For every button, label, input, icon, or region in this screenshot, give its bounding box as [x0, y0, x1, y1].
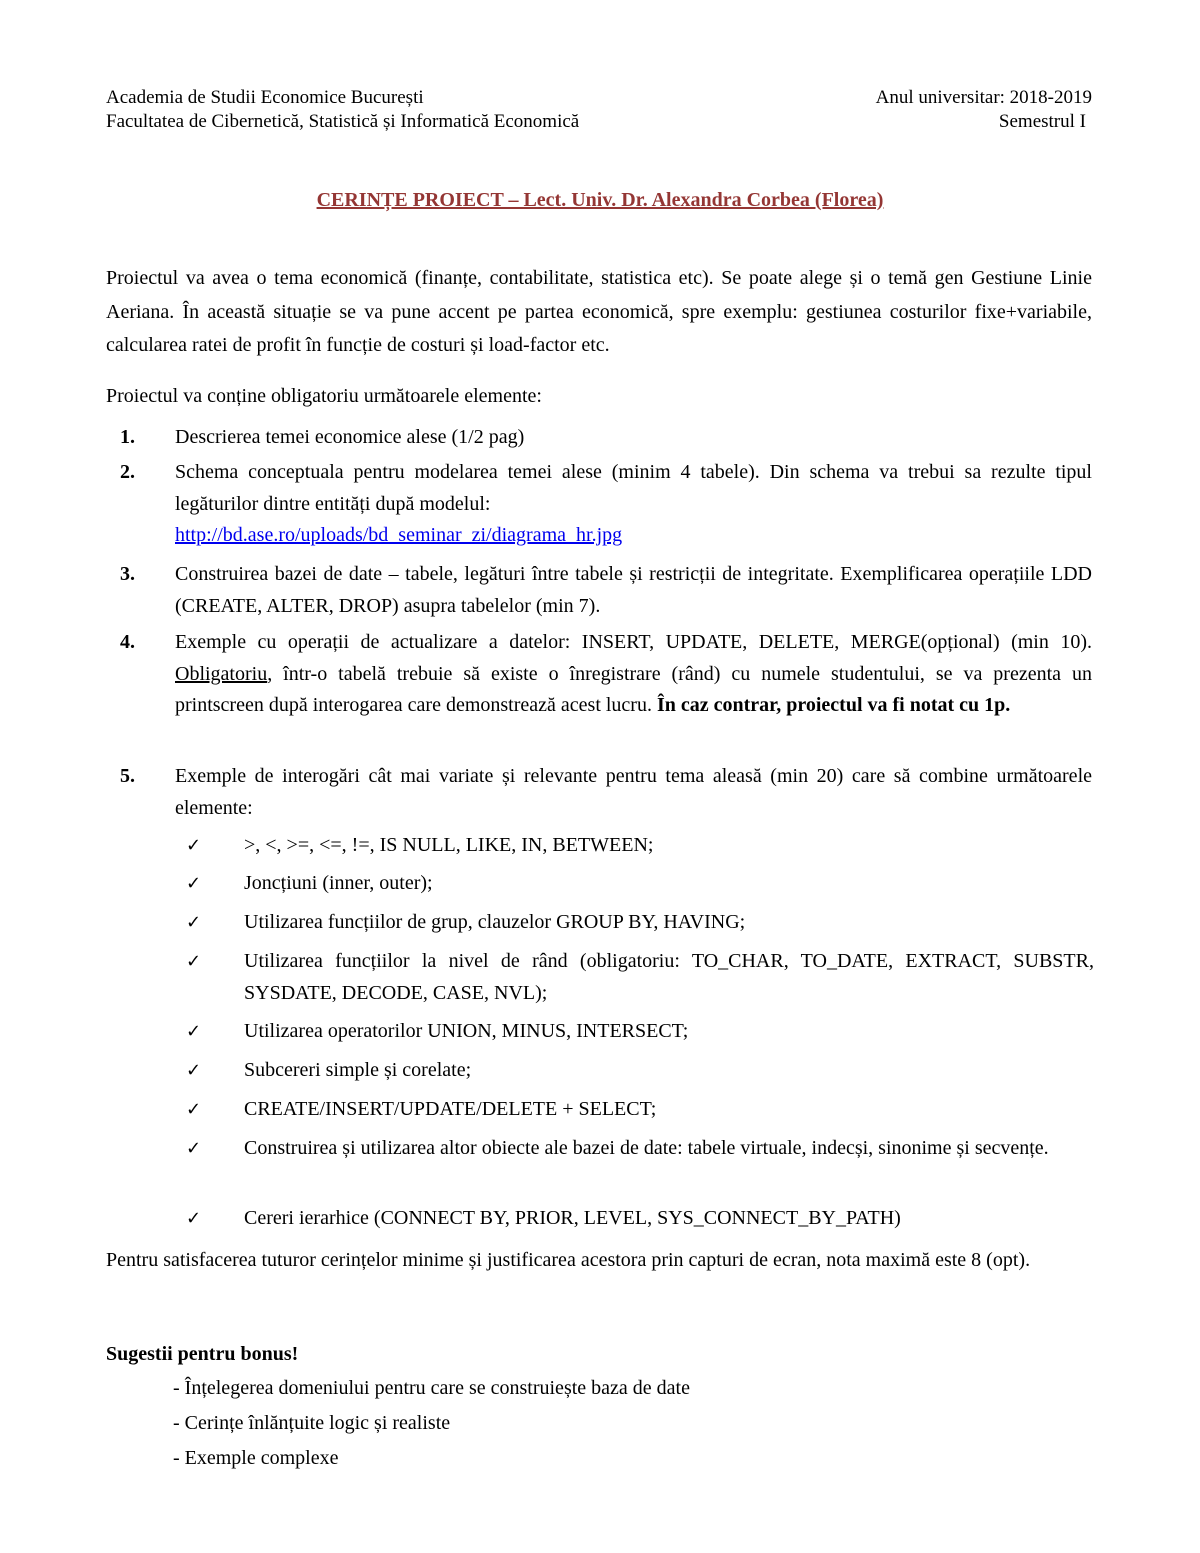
query-element-text: Utilizarea funcțiilor la nivel de rând (obligatoriu: TO_CHAR, TO_DATE, EXTRACT, SUBSTR, SYSDATE, DECODE, CASE, NVL); [244, 950, 1094, 1004]
item-text: Construirea bazei de date – tabele, legături între tabele și restricții de integritate. Exemplificarea operațiile LDD (CREATE, ALTER, DROP) asupra tabelelor (min 7). [175, 563, 1092, 617]
item-number: 5. [120, 765, 135, 787]
check-icon: ✓ [186, 951, 202, 972]
intro-paragraph: Proiectul va avea o tema economică (finanțe, contabilitate, statistica etc). Se poate alege și o temă gen Gestiune Linie Aeriana. În această situație se va pune accent pe partea economică, spre exemplu: gestiunea costurilor fixe+variabile, calcularea ratei de profit în funcție de costuri și load-factor etc. [106, 267, 1092, 356]
query-element-item [186, 946, 1094, 1009]
check-icon: ✓ [186, 1021, 202, 1042]
check-icon: ✓ [186, 1099, 202, 1120]
mandatory-label: Obligatoriu [175, 662, 268, 685]
item-text: Schema conceptuala pentru modelarea temei alese (minim 4 tabele). Din schema va trebui sa rezulte tipul legăturilor dintre entități după modelul: [175, 461, 1092, 515]
semester: Semestrul I [998, 111, 1086, 132]
query-element-text: Joncțiuni (inner, outer); [244, 872, 433, 894]
institution-name: Academia de Studii Economice București [106, 87, 424, 108]
check-icon: ✓ [186, 835, 202, 856]
item-text-continued: , într-o tabelă trebuie să existe o înregistrare (rând) cu numele studentului, se va prezenta un printscreen după interogarea care demonstrează acest lucru. [175, 662, 1092, 716]
list-lead: Proiectul va conține obligatoriu următoarele elemente: [106, 385, 542, 407]
requirement-item [106, 457, 1092, 552]
academic-year: Anul universitar: 2018-2019 [875, 87, 1092, 108]
check-icon: ✓ [186, 873, 202, 894]
item-text: Descrierea temei economice alese (1/2 pag) [175, 426, 525, 448]
requirement-item [106, 559, 1092, 622]
query-element-text: Utilizarea operatorilor UNION, MINUS, INTERSECT; [244, 1020, 689, 1042]
query-element-item [186, 830, 1094, 862]
query-element-item [186, 868, 1094, 900]
query-element-item [186, 1055, 1094, 1087]
closing-paragraph: Pentru satisfacerea tuturor cerințelor minime și justificarea acestora prin capturi de ecran, nota maximă este 8 (opt). [106, 1249, 1031, 1271]
query-element-item [186, 1203, 1094, 1235]
query-element-text: Construirea și utilizarea altor obiecte ale bazei de date: tabele virtuale, indecși, sinonime și secvențe. [244, 1137, 1049, 1159]
query-element-text: Utilizarea funcțiilor de grup, clauzelor GROUP BY, HAVING; [244, 911, 746, 933]
query-element-item [186, 1133, 1094, 1165]
bonus-item: - Exemple complexe [173, 1447, 339, 1469]
query-element-item [186, 1094, 1094, 1126]
check-icon: ✓ [186, 1208, 202, 1229]
item-text: Exemple de interogări cât mai variate și relevante pentru tema aleasă (min 20) care să combine următoarele elemente: [175, 765, 1092, 819]
query-element-text: Subcereri simple și corelate; [244, 1059, 472, 1081]
penalty-note: În caz contrar, proiectul va fi notat cu 1p. [656, 694, 1011, 716]
item-text: Exemple cu operații de actualizare a datelor: INSERT, UPDATE, DELETE, MERGE(opțional) (min 10). [175, 631, 1092, 653]
header-row-1 [106, 85, 1092, 110]
requirement-item [106, 761, 1092, 824]
bonus-title: Sugestii pentru bonus! [106, 1343, 299, 1365]
faculty-name: Facultatea de Cibernetică, Statistică și Informatică Economică [106, 111, 580, 132]
header-row-2 [106, 109, 1092, 134]
requirement-item [106, 627, 1092, 722]
bonus-item: - Cerințe înlănțuite logic și realiste [173, 1412, 451, 1434]
item-number: 2. [120, 461, 135, 483]
check-icon: ✓ [186, 912, 202, 933]
query-element-text: >, <, >=, <=, !=, IS NULL, LIKE, IN, BETWEEN; [244, 834, 654, 856]
query-element-text: Cereri ierarhice (CONNECT BY, PRIOR, LEVEL, SYS_CONNECT_BY_PATH) [244, 1207, 901, 1229]
item-number: 1. [120, 426, 135, 448]
query-element-item [186, 1016, 1094, 1048]
query-element-item [186, 907, 1094, 939]
page-title: CERINȚE PROIECT – Lect. Univ. Dr. Alexandra Corbea (Florea) [316, 189, 884, 211]
check-icon: ✓ [186, 1138, 202, 1159]
bonus-item: - Înțelegerea domeniului pentru care se construiește baza de date [173, 1377, 690, 1399]
query-element-text: CREATE/INSERT/UPDATE/DELETE + SELECT; [244, 1098, 657, 1120]
item-number: 3. [120, 563, 135, 585]
diagram-link[interactable]: http://bd.ase.ro/uploads/bd_seminar_zi/diagrama_hr.jpg [175, 524, 623, 546]
item-number: 4. [120, 631, 135, 653]
requirement-item [106, 422, 1092, 454]
check-icon: ✓ [186, 1060, 202, 1081]
